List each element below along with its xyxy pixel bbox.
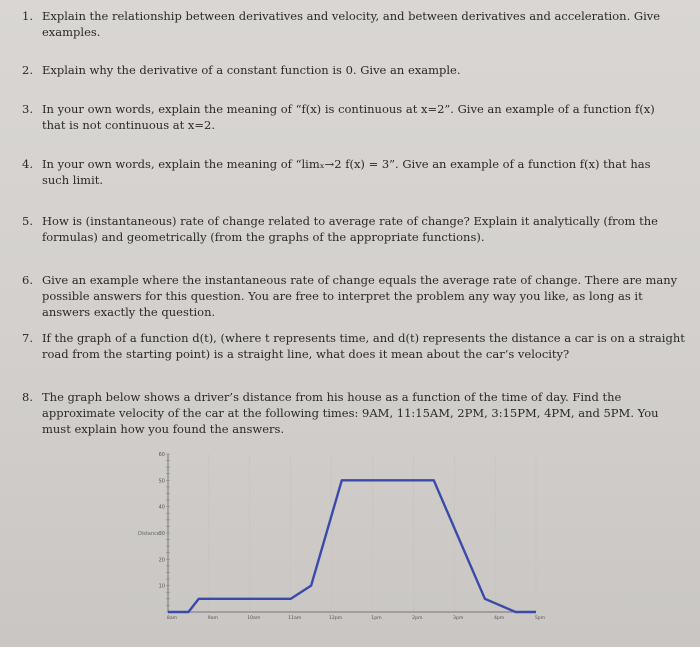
x-tick-label: 8am <box>166 616 178 621</box>
question-text-line: Give an example where the instantaneous rate of change equals the average rate of change. There are many <box>42 273 678 287</box>
question-5 <box>22 213 672 245</box>
y-axis-label: Distance <box>138 531 160 537</box>
question-6 <box>22 272 678 320</box>
x-tick-label: 11am <box>288 616 302 621</box>
distance-time-chart <box>138 450 550 630</box>
y-tick-label: 20 <box>158 557 165 564</box>
question-text-line: In your own words, explain the meaning of “f(x) is continuous at x=2”. Give an example of a function f(x) <box>42 102 655 116</box>
question-number: 4. <box>22 157 33 171</box>
y-tick-label: 10 <box>158 583 165 590</box>
x-tick-label: 3pm <box>453 616 464 621</box>
question-text <box>42 156 672 188</box>
question-number: 7. <box>22 331 33 345</box>
question-text <box>42 62 672 78</box>
x-tick-label: 4pm <box>493 616 505 621</box>
question-text <box>42 330 685 362</box>
question-number: 1. <box>22 9 33 23</box>
question-text-line: examples. <box>42 25 101 39</box>
question-text-line: such limit. <box>42 173 104 187</box>
x-tick-labels <box>167 615 546 621</box>
question-text-line: that is not continuous at x=2. <box>42 118 215 132</box>
series-line-distance <box>168 480 536 612</box>
question-text-line: must explain how you found the answers. <box>42 422 285 436</box>
y-tick-label: 40 <box>158 504 165 511</box>
question-3 <box>22 101 672 133</box>
x-tick-label: 1pm <box>371 616 382 621</box>
x-tick-label: 9am <box>207 616 218 621</box>
x-tick-label: 5pm <box>534 616 546 621</box>
x-tick-label: 2pm <box>412 616 423 621</box>
question-text <box>42 8 672 40</box>
question-number: 5. <box>22 214 33 228</box>
question-text-line: approximate velocity of the car at the following times: 9AM, 11:15AM, 2PM, 3:15PM, 4PM, and 5PM. You <box>42 406 659 420</box>
question-text-line: In your own words, explain the meaning of “limₓ→2 f(x) = 3”. Give an example of a function f(x) that has <box>42 157 651 171</box>
question-text-line: Explain the relationship between derivatives and velocity, and between derivatives and acceleration. Give <box>42 9 661 23</box>
question-7 <box>22 330 685 362</box>
question-text-line: The graph below shows a driver’s distance from his house as a function of the time of day. Find the <box>42 390 622 404</box>
question-text <box>42 101 672 133</box>
question-text-line: answers exactly the question. <box>42 305 216 319</box>
question-number: 3. <box>22 102 33 116</box>
question-2 <box>22 62 672 78</box>
question-text-line: How is (instantaneous) rate of change related to average rate of change? Explain it analytically (from the <box>42 214 658 228</box>
question-8 <box>22 389 672 437</box>
question-text <box>42 272 678 320</box>
x-tick-label: 12pm <box>328 616 343 621</box>
question-1 <box>22 8 672 40</box>
y-tick-label: 30 <box>158 531 165 537</box>
y-tick-labels <box>159 452 165 590</box>
y-tick-label: 60 <box>158 452 165 458</box>
x-tick-label: 10am <box>247 616 261 621</box>
question-text-line: If the graph of a function d(t), (where t represents time, and d(t) represents the distance a car is on a straight <box>42 331 685 345</box>
question-number: 2. <box>22 63 33 77</box>
question-text-line: road from the starting point) is a straight line, what does it mean about the car’s velocity? <box>42 347 570 361</box>
question-text <box>42 389 672 437</box>
question-number: 8. <box>22 390 33 404</box>
question-4 <box>22 156 672 188</box>
question-text-line: possible answers for this question. You are free to interpret the problem any way you like, as long as it <box>42 289 643 303</box>
question-text-line: Explain why the derivative of a constant function is 0. Give an example. <box>42 63 461 77</box>
question-number: 6. <box>22 273 33 287</box>
question-text-line: formulas) and geometrically (from the graphs of the appropriate functions). <box>42 230 485 244</box>
y-tick-label: 50 <box>158 478 165 485</box>
question-text <box>42 213 672 245</box>
